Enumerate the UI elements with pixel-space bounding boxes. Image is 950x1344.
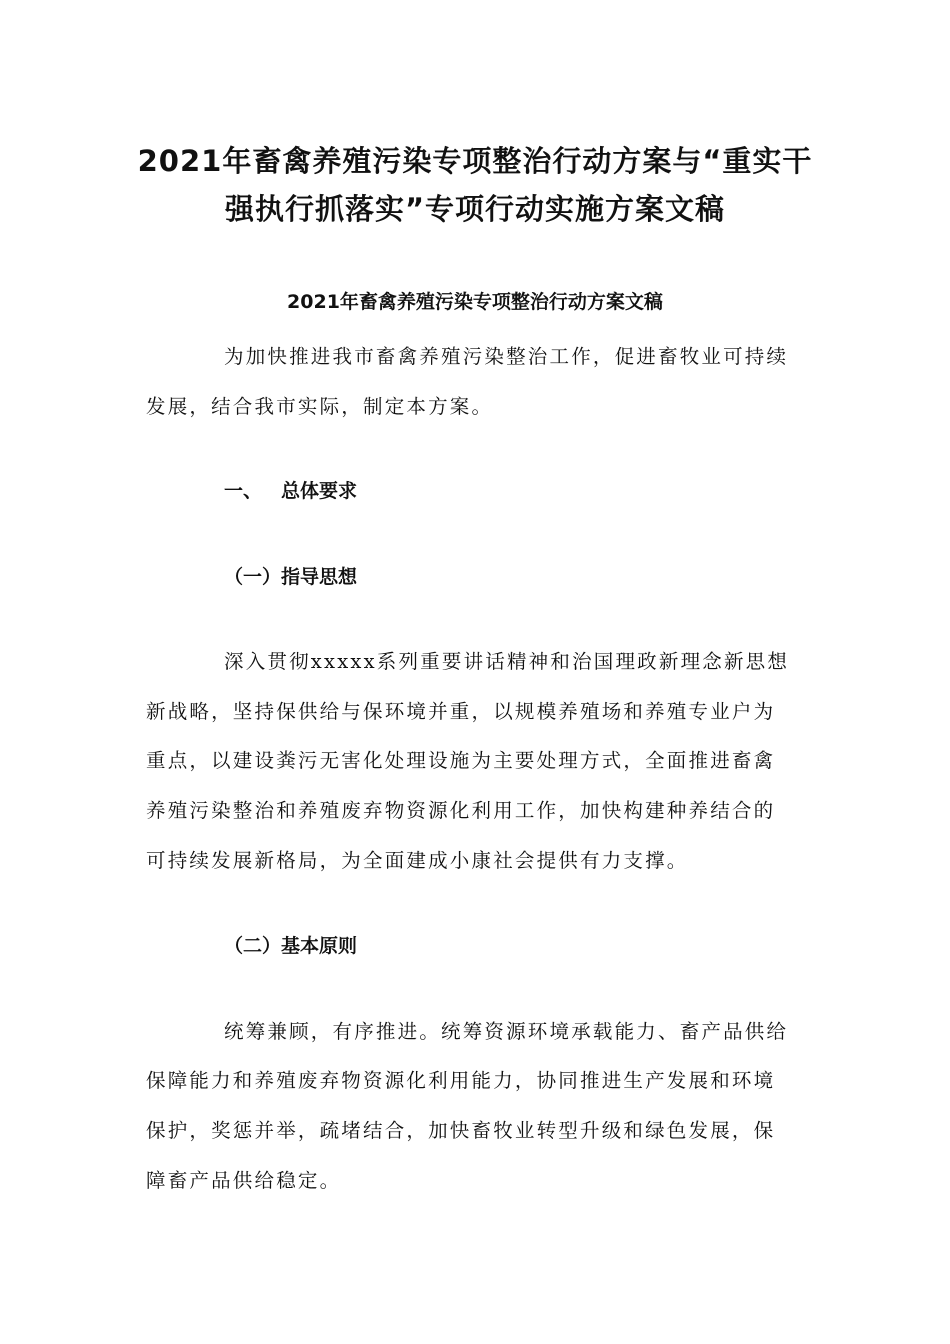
intro-line-2: 发展，结合我市实际，制定本方案。	[146, 395, 494, 418]
document-subtitle: 2021年畜禽养殖污染专项整治行动方案文稿	[287, 291, 663, 313]
paragraph-line: 障畜产品供给稳定。	[146, 1169, 342, 1192]
section-1-number: 一、	[224, 480, 263, 502]
paragraph-line: 保障能力和养殖废弃物资源化利用能力，协同推进生产发展和环境	[146, 1069, 776, 1092]
intro-line-1: 为加快推进我市畜禽养殖污染整治工作，促进畜牧业可持续	[224, 345, 789, 368]
paragraph-line: 可持续发展新格局，为全面建成小康社会提供有力支撑。	[146, 849, 689, 872]
paragraph-line: 深入贯彻xxxxx系列重要讲话精神和治国理政新理念新思想	[224, 650, 790, 673]
paragraph-line: 新战略，坚持保供给与保环境并重，以规模养殖场和养殖专业户为	[146, 700, 776, 723]
document-title-line-2: 强执行抓落实”专项行动实施方案文稿	[224, 192, 726, 226]
paragraph-line: 保护，奖惩并举，疏堵结合，加快畜牧业转型升级和绿色发展，保	[146, 1119, 776, 1142]
subsection-1-title: （一）指导思想	[224, 566, 358, 588]
section-1-title: 总体要求	[281, 480, 358, 502]
paragraph-line: 重点，以建设粪污无害化处理设施为主要处理方式，全面推进畜禽	[146, 749, 776, 772]
paragraph-line: 统筹兼顾，有序推进。统筹资源环境承载能力、畜产品供给	[224, 1020, 789, 1043]
document-title-line-1: 2021年畜禽养殖污染专项整治行动方案与“重实干	[137, 144, 813, 178]
subsection-2-title: （二）基本原则	[224, 935, 358, 957]
paragraph-line: 养殖污染整治和养殖废弃物资源化利用工作，加快构建种养结合的	[146, 799, 776, 822]
